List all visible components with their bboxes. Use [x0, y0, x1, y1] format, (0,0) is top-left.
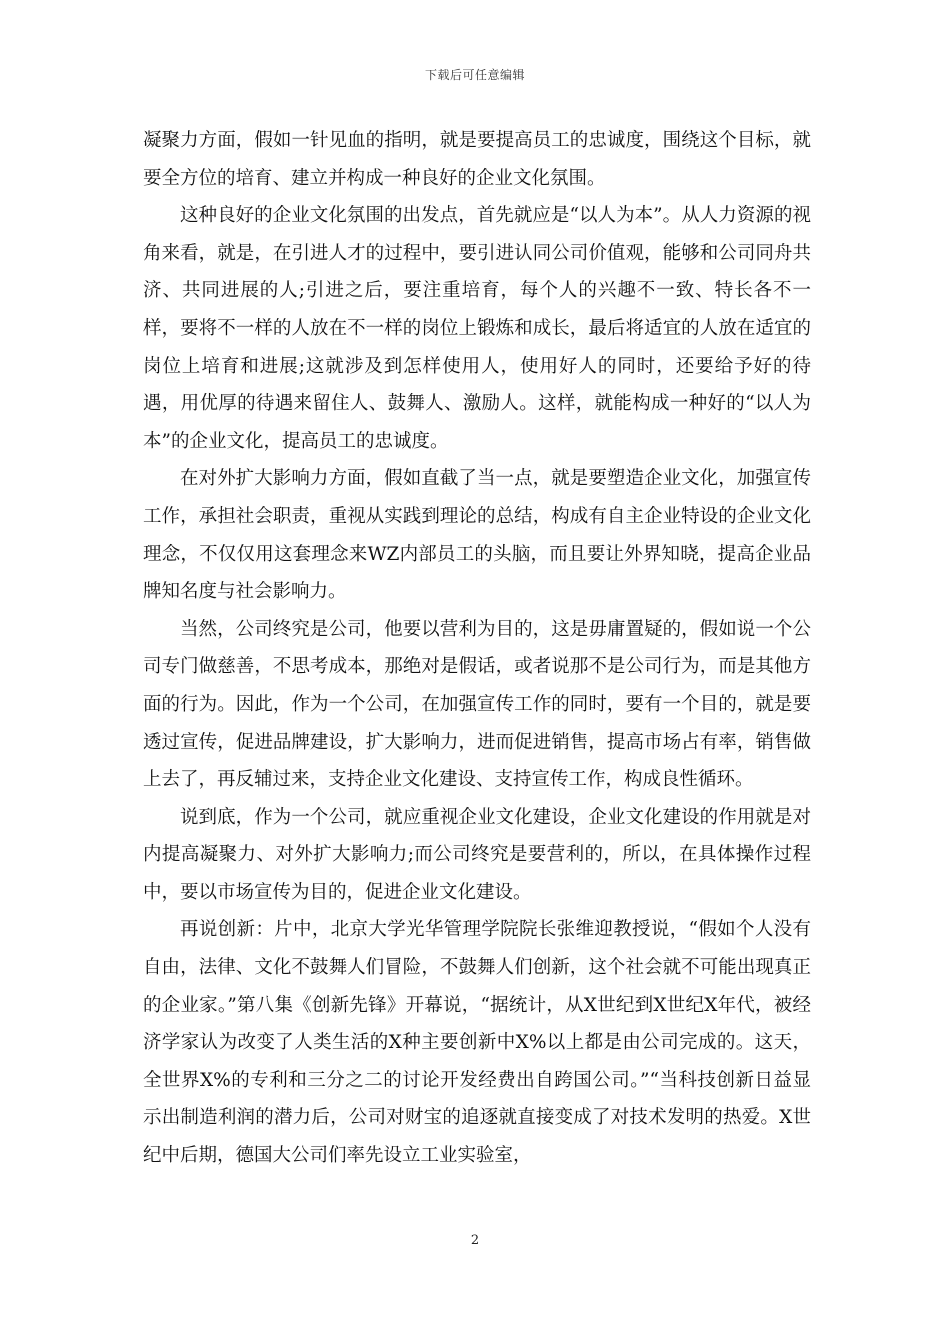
page-number: 2 — [470, 1233, 480, 1248]
paragraph-5: 说到底，作为一个公司，就应重视企业文化建设，企业文化建设的作用就是对内提高凝聚力、对外扩大影响力;而公司终究是要营利的，所以，在具体操作过程中，要以市场宣传为目的，促进企业文化建设。 — [143, 806, 811, 903]
document-body — [143, 122, 811, 1175]
paragraph-1: 凝聚力方面，假如一针见血的指明，就是要提高员工的忠诚度，围绕这个目标，就要全方位的培育、建立并构成一种良好的企业文化氛围。 — [143, 130, 811, 189]
paragraph-4: 当然，公司终究是公司，他要以营利为目的，这是毋庸置疑的，假如说一个公司专门做慈善，不思考成本，那绝对是假话，或者说那不是公司行为，而是其他方面的行为。因此，作为一个公司，在加强宣传工作的同时，要有一个目的，就是要透过宣传，促进品牌建设，扩大影响力，进而促进销售，提高市场占有率，销售做上去了，再反辅过来，支持企业文化建设、支持宣传工作，构成良性循环。 — [143, 618, 811, 791]
page-header: 下载后可任意编辑 — [424, 68, 525, 82]
paragraph-2: 这种良好的企业文化氛围的出发点，首先就应是“以人为本”。从人力资源的视角来看，就是，在引进人才的过程中，要引进认同公司价值观，能够和公司同舟共济、共同进展的人;引进之后，要注重培育，每个人的兴趣不一致、特长各不一样，要将不一样的人放在不一样的岗位上锻炼和成长，最后将适宜的人放在适宜的岗位上培育和进展;这就涉及到怎样使用人，使用好人的同时，还要给予好的待遇，用优厚的待遇来留住人、鼓舞人、激励人。这样，就能构成一种好的“以人为本”的企业文化，提高员工的忠诚度。 — [143, 205, 811, 452]
paragraph-6: 再说创新：片中，北京大学光华管理学院院长张维迎教授说，“假如个人没有自由，法律、文化不鼓舞人们冒险，不鼓舞人们创新，这个社会就不可能出现真正的企业家。”第八集《创新先锋》开幕说，“据统计，从X世纪到X世纪X年代，被经济学家认为改变了人类生活的X种主要创新中X%以上都是由公司完成的。这天，全世界X%的专利和三分之二的讨论开发经费出自跨国公司。”“当科技创新日益显示出制造利润的潜力后，公司对财宝的追逐就直接变成了对技术发明的热爱。X世纪中后期，德国大公司们率先设立工业实验室， — [143, 919, 811, 1167]
paragraph-3: 在对外扩大影响力方面，假如直截了当一点，就是要塑造企业文化，加强宣传工作，承担社会职责，重视从实践到理论的总结，构成有自主企业特设的企业文化理念，不仅仅用这套理念来WZ内部员工的头脑，而且要让外界知晓，提高企业品牌知名度与社会影响力。 — [143, 468, 811, 603]
